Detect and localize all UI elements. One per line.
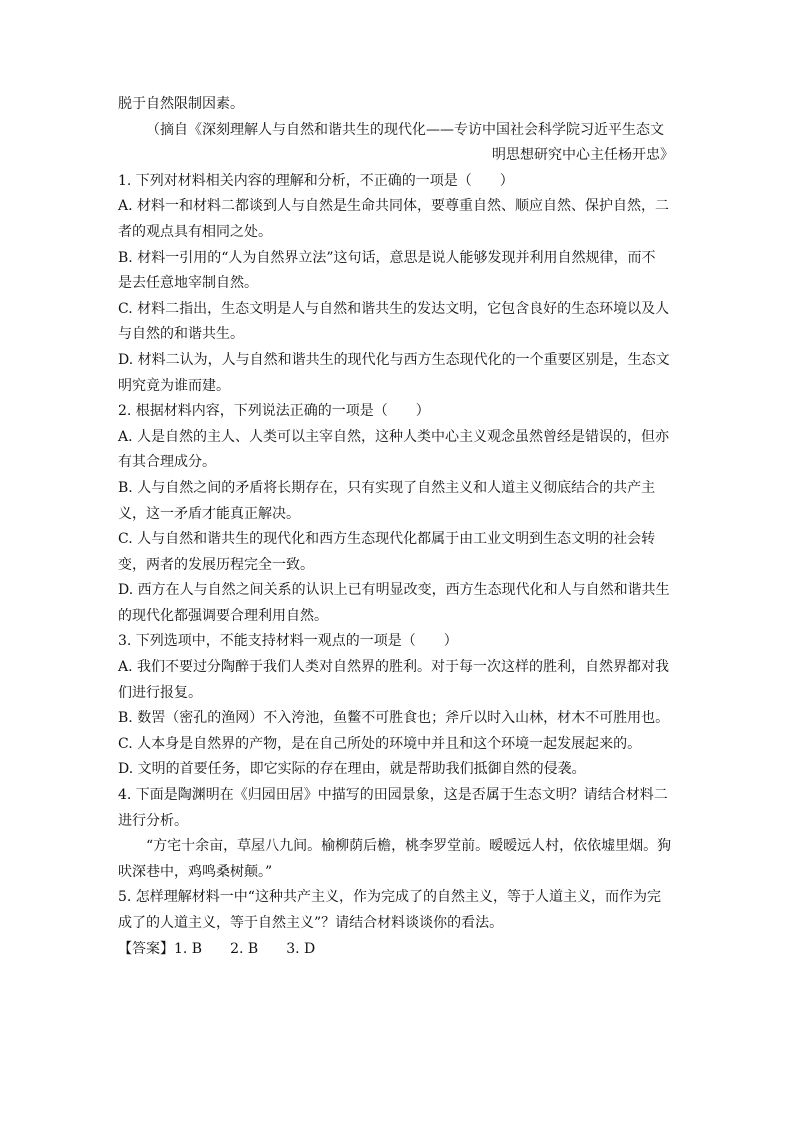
text-line: 吠深巷中，鸡鸣桑树颠。” bbox=[118, 863, 273, 880]
text-line: C. 材料二指出，生态文明是人与自然和谐共生的发达文明，它包含良好的生态环境以及人 bbox=[118, 300, 670, 317]
text-line: 5. 怎样理解材料一中“这种共产主义，作为完成了的自然主义，等于人道主义，而作为完 bbox=[118, 889, 661, 906]
text-line: 2. 根据材料内容，下列说法正确的一项是（ ） bbox=[118, 403, 430, 420]
answer-item-1: 1. B bbox=[174, 940, 203, 957]
text-line: C. 人本身是自然界的产物，是在自己所处的环境中并且和这个环境一起发展起来的。 bbox=[118, 735, 642, 752]
answer-label: 【答案】 bbox=[118, 940, 174, 957]
text-line: 是去任意地宰制自然。 bbox=[118, 275, 258, 292]
text-line: D. 西方在人与自然之间关系的认识上已有明显改变，西方生态现代化和人与自然和谐共生 bbox=[118, 582, 670, 599]
text-line: 与自然的和谐共生。 bbox=[118, 326, 244, 343]
text-line: A. 我们不要过分陶醉于我们人类对自然界的胜利。对于每一次这样的胜利，自然界都对我 bbox=[118, 659, 670, 676]
answer-item-2: 2. B bbox=[230, 940, 259, 957]
text-line: A. 材料一和材料二都谈到人与自然是生命共同体，要尊重自然、顺应自然、保护自然，二 bbox=[118, 198, 670, 215]
text-line: 们进行报复。 bbox=[118, 684, 202, 701]
text-line: B. 材料一引用的“人为自然界立法”这句话，意思是说人能够发现并利用自然规律，而不 bbox=[118, 249, 656, 266]
text-line: B. 人与自然之间的矛盾将长期存在，只有实现了自然主义和人道主义彻底结合的共产主 bbox=[118, 479, 656, 496]
text-line: 4. 下面是陶渊明在《归园田居》中描写的田园景象，这是否属于生态文明？请结合材料二 bbox=[118, 787, 668, 804]
answer-item-3: 3. D bbox=[286, 940, 316, 957]
text-line: B. 数罟（密孔的渔网）不入洿池，鱼鳖不可胜食也；斧斤以时入山林，材木不可胜用也。 bbox=[118, 710, 670, 727]
text-line: 进行分析。 bbox=[118, 812, 188, 829]
text-line: 者的观点具有相同之处。 bbox=[118, 223, 272, 240]
document-page bbox=[118, 92, 674, 962]
text-line: A. 人是自然的主人、人类可以主宰自然，这种人类中心主义观念虽然曾经是错误的，但亦 bbox=[118, 428, 670, 445]
text-line: 3. 下列选项中，不能支持材料一观点的一项是（ ） bbox=[118, 633, 458, 650]
text-line: 的现代化都强调要合理利用自然。 bbox=[118, 607, 328, 624]
answer-line bbox=[118, 937, 674, 963]
text-line: 变，两者的发展历程完全一致。 bbox=[118, 556, 314, 573]
text-line: 明思想研究中心主任杨开忠》 bbox=[492, 147, 674, 164]
text-line: D. 文明的首要任务，即它实际的存在理由，就是帮助我们抵御自然的侵袭。 bbox=[118, 761, 586, 778]
text-line: 义，这一矛盾才能真正解决。 bbox=[118, 505, 300, 522]
text-line: 1. 下列对材料相关内容的理解和分析，不正确的一项是（ ） bbox=[118, 172, 514, 189]
text-line: “方宅十余亩，草屋八九间。榆柳荫后檐，桃李罗堂前。暧暧远人村，依依墟里烟。狗 bbox=[146, 838, 672, 855]
text-line: C. 人与自然和谐共生的现代化和西方生态现代化都属于由工业文明到生态文明的社会转 bbox=[118, 531, 656, 548]
text-line: D. 材料二认为，人与自然和谐共生的现代化与西方生态现代化的一个重要区别是，生态文 bbox=[118, 351, 670, 368]
document-body bbox=[118, 92, 674, 937]
text-line: 成了的人道主义，等于自然主义”？请结合材料谈谈你的看法。 bbox=[118, 915, 504, 931]
text-line: （摘自《深刻理解人与自然和谐共生的现代化——专访中国社会科学院习近平生态文 bbox=[146, 121, 664, 138]
text-line: 脱于自然限制因素。 bbox=[118, 96, 244, 112]
text-line: 明究竟为谁而建。 bbox=[118, 377, 230, 394]
text-line: 有其合理成分。 bbox=[118, 454, 216, 471]
